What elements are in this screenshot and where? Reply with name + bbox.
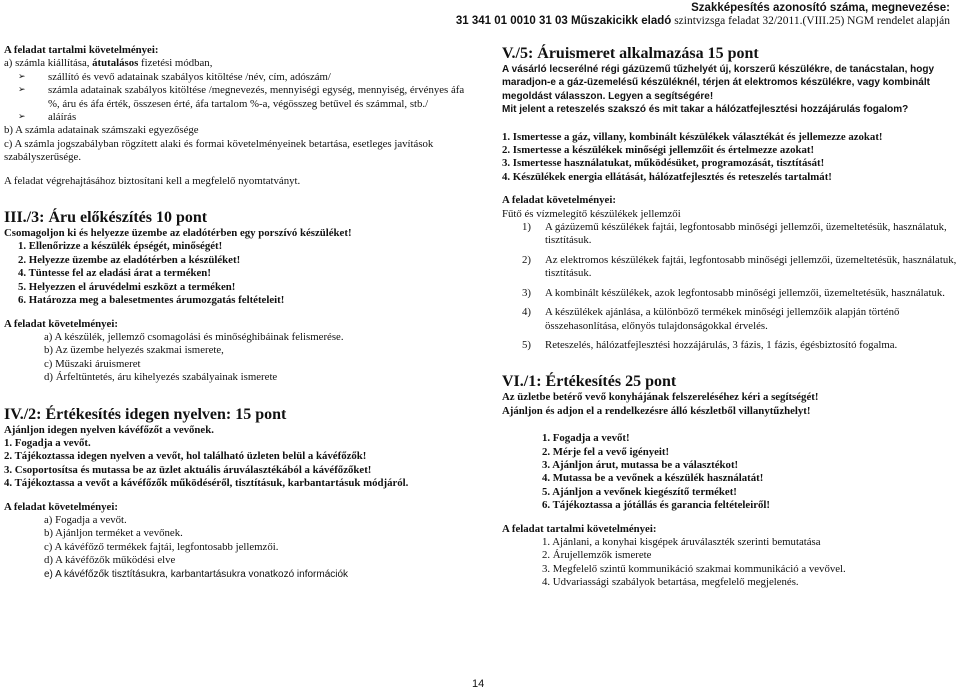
s3-req: c) Műszaki áruismeret xyxy=(44,357,141,370)
s4-req-title: A feladat követelményei: xyxy=(4,500,118,513)
req-a xyxy=(4,57,474,70)
s5-req-num: 1) xyxy=(522,221,531,234)
s4-req: e) A kávéfőzők tisztításukra, karbantartásukra vonatkozó információk xyxy=(44,568,349,580)
s5-req-sub: Fűtő és vízmelegítő készülékek jellemzői xyxy=(502,207,681,220)
s6-step: 5. Ajánljon a vevőnek kiegészítő terméket! xyxy=(542,485,737,498)
s3-req: d) Árfeltüntetés, áru kihelyezés szabályainak ismerete xyxy=(44,371,278,384)
s3-task: Csomagoljon ki és helyezze üzembe az eladótérben egy porszívó készüléket! xyxy=(4,227,352,240)
header-line1: Szakképesítés azonosító száma, megnevezése: xyxy=(691,2,950,14)
s6-step: 1. Fogadja a vevőt! xyxy=(542,432,630,445)
bullet-text: aláírás xyxy=(48,111,77,124)
s4-req: b) Ajánljon terméket a vevőnek. xyxy=(44,527,183,540)
arrow-bullet-icon: ➢ xyxy=(18,112,26,123)
s5-req-item xyxy=(502,221,957,248)
s3-step: 4. Tüntesse fel az eladási árat a terméken! xyxy=(18,267,211,280)
req-c: c) A számla jogszabályban rögzített alaki és formai követelményeinek betartása, esetleges javítások szabályszerűsége. xyxy=(4,137,434,164)
header-line2 xyxy=(456,15,950,28)
s6-req-title: A feladat tartalmi követelményei: xyxy=(502,522,657,535)
s3-req: a) A készülék, jellemző csomagolási és minőséghibáinak felismerése. xyxy=(44,330,344,343)
s6-step: 6. Tájékoztassa a jótállás és garancia feltételeiről! xyxy=(542,499,770,512)
s6-req: 4. Udvariassági szabályok betartása, megfelelő megjelenés. xyxy=(542,576,799,589)
header-regulation: szintvizsga feladat 32/2011.(VIII.25) NGM rendelet alapján xyxy=(671,15,950,27)
s5-step: 2. Ismertesse a készülékek minőségi jellemzőit és értelmezze azokat! xyxy=(502,144,815,157)
section-vi-1-title: VI./1: Értékesítés 25 pont xyxy=(502,373,677,391)
header-qualification: 31 341 01 0010 31 03 Műszakicikk eladó xyxy=(455,15,672,27)
arrow-bullet-icon: ➢ xyxy=(18,85,26,96)
s5-task2: Mit jelent a reteszelés szakszó és mit takar a hálózatfejlesztési hozzájárulás fogalom? xyxy=(502,104,909,116)
s5-task: A vásárló lecserélné régi gázüzemű tűzhelyét új, korszerű készülékre, de tanácstalan, hogy maradjon-e a gáz-üzemelésű készüléknél, térjen át elektromos készülékre, vagy kombinált megoldást válasszon. Legyen a segítségére! xyxy=(502,64,935,102)
bullet-item xyxy=(4,71,474,84)
section-v-5-title: V./5: Áruismeret alkalmazása 15 pont xyxy=(502,45,759,62)
s5-req-title: A feladat követelményei: xyxy=(502,194,616,207)
s5-req-item xyxy=(502,254,957,281)
right-column xyxy=(502,44,957,590)
s5-req-text: Az elektromos készülékek fajtái, legfontosabb minőségi jellemzői, üzemeltetésük, használatuk, tisztításuk. xyxy=(545,253,957,280)
s3-step: 2. Helyezze üzembe az eladótérben a készüléket! xyxy=(18,253,241,266)
s4-req: a) Fogadja a vevőt. xyxy=(44,513,127,526)
s5-req-text: A kombinált készülékek, azok legfontosabb minőségi jellemzői, üzemeltetésük, használatuk. xyxy=(545,286,945,299)
s4-req: d) A kávéfőzők működési elve xyxy=(44,554,176,567)
s5-step: 3. Ismertesse használatukat, működésüket, programozását, tisztítását! xyxy=(502,157,825,170)
bullet-text: számla adatainak szabályos kitöltése /megnevezés, mennyiségi egység, mennyiség, érvényes áfa %, áru és áfa érték, összesen érté, áfa tartalom %-a, végösszeg betűvel és számmal, stb./ xyxy=(48,84,465,110)
s4-step: 3. Csoportosítsa és mutassa be az üzlet aktuális áruválasztékából a kávéfőzőket! xyxy=(4,463,372,476)
s6-req: 3. Megfelelő szintű kommunikáció szakmai kommunikáció a vevővel. xyxy=(542,562,846,575)
s6-req: 1. Ajánlani, a konyhai kisgépek áruválaszték szerinti bemutatása xyxy=(542,535,821,548)
s4-step: 2. Tájékoztassa idegen nyelven a vevőt, hol található üzleten belül a kávéfőzők! xyxy=(4,450,367,463)
s6-req: 2. Árujellemzők ismerete xyxy=(542,549,652,562)
s5-req-text: A készülékek ajánlása, a különböző termékek minőségi jellemzőik alapján történő összehasonlítása, előnyös tulajdonságokkal érvelés. xyxy=(545,306,900,332)
bullet-text: szállító és vevő adatainak szabályos kitöltése /név, cím, adószám/ xyxy=(48,70,331,83)
section-iii-3-title: III./3: Áru előkészítés 10 pont xyxy=(4,209,208,227)
s4-req: c) A kávéfőző termékek fajtái, legfontosabb jellemzői. xyxy=(44,540,279,553)
s6-task2: Ajánljon és adjon el a rendelkezésre álló készletből villanytűzhelyt! xyxy=(502,404,811,417)
s4-step: 1. Fogadja a vevőt. xyxy=(4,436,91,449)
section-iv-2-title: IV./2: Értékesítés idegen nyelven: 15 pont xyxy=(4,405,287,423)
s3-step: 1. Ellenőrizze a készülék épségét, minőségét! xyxy=(18,240,223,253)
s3-req: b) Az üzembe helyezés szakmai ismerete, xyxy=(44,344,224,357)
s3-step: 6. Határozza meg a balesetmentes árumozgatás feltételeit! xyxy=(18,294,285,307)
bullet-item xyxy=(4,84,474,111)
s5-req-item xyxy=(502,306,957,333)
s6-step: 4. Mutassa be a vevőnek a készülék használatát! xyxy=(542,472,764,485)
s5-req-num: 4) xyxy=(522,306,531,319)
s6-step: 2. Mérje fel a vevő igényeit! xyxy=(542,445,670,458)
s6-task1: Az üzletbe betérő vevő konyhájának felszereléséhez kéri a segítségét! xyxy=(502,391,819,404)
s5-req-item xyxy=(502,339,957,352)
s5-step: 1. Ismertesse a gáz, villany, kombinált készülékek választékát és jellemezze azokat! xyxy=(502,130,883,143)
s5-step: 4. Készülékek energia ellátását, hálózatfejlesztés és reteszelés tartalmát! xyxy=(502,170,832,183)
s3-step: 5. Helyezzen el áruvédelmi eszközt a terméken! xyxy=(18,280,236,293)
req-b: b) A számla adatainak számszaki egyezősége xyxy=(4,124,199,137)
s5-req-num: 5) xyxy=(522,338,531,351)
bullet-item xyxy=(4,111,474,124)
s5-req-item xyxy=(502,287,957,300)
req-a-post: fizetési módban, xyxy=(138,57,213,70)
left-column xyxy=(4,44,474,581)
s3-req-title: A feladat követelményei: xyxy=(4,317,118,330)
s5-req-text: A gázüzemű készülékek fajtái, legfontosabb minőségi jellemzői, üzemeltetésük, használatuk, tisztításuk. xyxy=(545,221,947,247)
req-title: A feladat tartalmi követelményei: xyxy=(4,44,159,56)
page-header xyxy=(456,2,950,28)
arrow-bullet-icon: ➢ xyxy=(18,71,26,82)
s4-step: 4. Tájékoztassa a vevőt a kávéfőzők működéséről, tisztításuk, karbantartásuk módjáról. xyxy=(4,477,409,490)
s5-req-text: Reteszelés, hálózatfejlesztési hozzájárulás, 3 fázis, 1 fázis, égésbiztosító fogalma. xyxy=(545,338,898,351)
s5-req-num: 2) xyxy=(522,253,531,266)
s4-task: Ajánljon idegen nyelven kávéfőzőt a vevőnek. xyxy=(4,423,214,436)
page-number: 14 xyxy=(472,678,485,690)
s6-step: 3. Ajánljon árut, mutassa be a választékot! xyxy=(542,458,739,471)
s5-req-num: 3) xyxy=(522,286,531,299)
req-a-pre: a) számla kiállítása, xyxy=(4,57,93,70)
form-note: A feladat végrehajtásához biztosítani kell a megfelelő nyomtatványt. xyxy=(4,174,301,187)
req-a-bold: átutalásos xyxy=(92,57,139,70)
